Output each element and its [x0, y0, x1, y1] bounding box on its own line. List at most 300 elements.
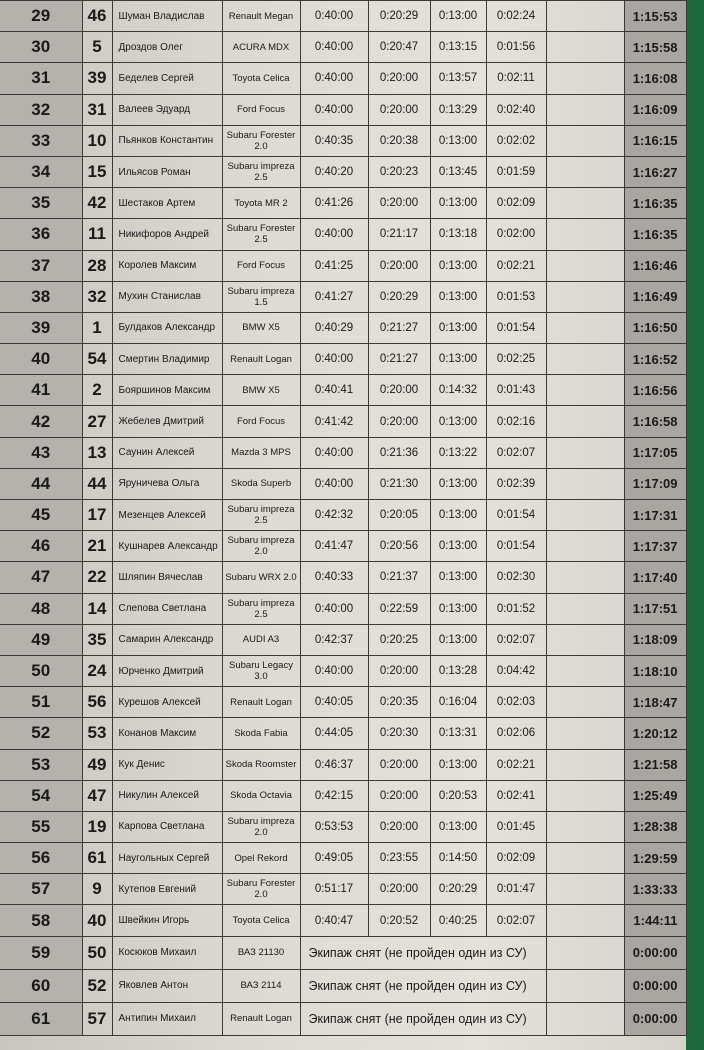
empty-cell — [546, 531, 624, 562]
empty-cell — [546, 437, 624, 468]
car-model: Skoda Octavia — [222, 780, 300, 811]
table-row — [0, 531, 686, 562]
stage-time-1: 0:40:05 — [300, 687, 368, 718]
table-row — [0, 125, 686, 156]
driver-name: Валеев Эдуард — [112, 94, 222, 125]
stage-time-1: 0:40:00 — [300, 1, 368, 32]
stage-time-4: 0:02:00 — [486, 219, 546, 250]
stage-time-4: 0:02:16 — [486, 406, 546, 437]
car-number: 13 — [82, 437, 112, 468]
place-cell: 42 — [0, 406, 82, 437]
stage-time-4: 0:02:03 — [486, 687, 546, 718]
empty-cell — [546, 718, 624, 749]
total-time: 1:16:15 — [624, 125, 686, 156]
stage-time-2: 0:20:00 — [368, 874, 430, 905]
total-time: 1:17:37 — [624, 531, 686, 562]
total-time: 1:15:53 — [624, 1, 686, 32]
stage-time-1: 0:40:33 — [300, 562, 368, 593]
empty-cell — [546, 312, 624, 343]
place-cell: 45 — [0, 500, 82, 531]
table-row — [0, 749, 686, 780]
stage-time-4: 0:02:09 — [486, 188, 546, 219]
stage-time-2: 0:20:23 — [368, 156, 430, 187]
empty-cell — [546, 687, 624, 718]
total-time: 1:16:56 — [624, 375, 686, 406]
stage-time-2: 0:23:55 — [368, 843, 430, 874]
table-row — [0, 687, 686, 718]
car-model: Subaru Forester 2.0 — [222, 125, 300, 156]
empty-cell — [546, 562, 624, 593]
car-number: 56 — [82, 687, 112, 718]
stage-time-3: 0:13:28 — [430, 655, 486, 686]
empty-cell — [546, 874, 624, 905]
car-number: 52 — [82, 969, 112, 1002]
stage-time-3: 0:13:00 — [430, 188, 486, 219]
car-number: 2 — [82, 375, 112, 406]
driver-name: Яруничева Ольга — [112, 468, 222, 499]
place-cell: 32 — [0, 94, 82, 125]
stage-time-3: 0:14:32 — [430, 375, 486, 406]
stage-time-2: 0:20:00 — [368, 406, 430, 437]
stage-time-2: 0:21:27 — [368, 312, 430, 343]
driver-name: Дроздов Олег — [112, 32, 222, 63]
stage-time-4: 0:02:07 — [486, 624, 546, 655]
empty-cell — [546, 468, 624, 499]
stage-time-2: 0:20:56 — [368, 531, 430, 562]
car-model: Subaru WRX 2.0 — [222, 562, 300, 593]
car-number: 17 — [82, 500, 112, 531]
car-model: BMW X5 — [222, 312, 300, 343]
withdrawn-note: Экипаж снят (не пройден один из СУ) — [300, 936, 546, 969]
table-row-withdrawn — [0, 969, 686, 1002]
table-row — [0, 874, 686, 905]
total-time: 1:16:08 — [624, 63, 686, 94]
total-time: 0:00:00 — [624, 1002, 686, 1035]
place-cell: 37 — [0, 250, 82, 281]
car-model: Subaru impreza 2.5 — [222, 500, 300, 531]
empty-cell — [546, 655, 624, 686]
place-cell: 29 — [0, 1, 82, 32]
stage-time-4: 0:01:54 — [486, 312, 546, 343]
stage-time-3: 0:16:04 — [430, 687, 486, 718]
empty-cell — [546, 749, 624, 780]
stage-time-2: 0:20:00 — [368, 749, 430, 780]
place-cell: 53 — [0, 749, 82, 780]
place-cell: 43 — [0, 437, 82, 468]
stage-time-4: 0:02:21 — [486, 749, 546, 780]
table-row-withdrawn — [0, 1002, 686, 1035]
stage-time-4: 0:02:06 — [486, 718, 546, 749]
car-number: 14 — [82, 593, 112, 624]
car-number: 57 — [82, 1002, 112, 1035]
car-number: 35 — [82, 624, 112, 655]
table-row — [0, 312, 686, 343]
total-time: 1:16:35 — [624, 188, 686, 219]
stage-time-2: 0:20:05 — [368, 500, 430, 531]
green-background — [686, 0, 704, 1050]
driver-name: Королев Максим — [112, 250, 222, 281]
place-cell: 60 — [0, 969, 82, 1002]
results-body — [0, 1, 686, 1036]
total-time: 1:33:33 — [624, 874, 686, 905]
empty-cell — [546, 905, 624, 936]
car-model: Mazda 3 MPS — [222, 437, 300, 468]
stage-time-3: 0:20:29 — [430, 874, 486, 905]
stage-time-3: 0:13:00 — [430, 500, 486, 531]
stage-time-4: 0:02:30 — [486, 562, 546, 593]
stage-time-2: 0:20:25 — [368, 624, 430, 655]
place-cell: 30 — [0, 32, 82, 63]
driver-name: Бояршинов Максим — [112, 375, 222, 406]
empty-cell — [546, 250, 624, 281]
table-row — [0, 156, 686, 187]
stage-time-1: 0:40:00 — [300, 437, 368, 468]
stage-time-4: 0:04:42 — [486, 655, 546, 686]
stage-time-2: 0:20:30 — [368, 718, 430, 749]
driver-name: Жебелев Дмитрий — [112, 406, 222, 437]
stage-time-1: 0:41:47 — [300, 531, 368, 562]
stage-time-4: 0:02:40 — [486, 94, 546, 125]
total-time: 1:16:50 — [624, 312, 686, 343]
driver-name: Конанов Максим — [112, 718, 222, 749]
total-time: 1:16:52 — [624, 344, 686, 375]
stage-time-1: 0:40:35 — [300, 125, 368, 156]
table-row — [0, 905, 686, 936]
empty-cell — [546, 1, 624, 32]
stage-time-1: 0:41:26 — [300, 188, 368, 219]
total-time: 1:21:58 — [624, 749, 686, 780]
empty-cell — [546, 1002, 624, 1035]
stage-time-3: 0:13:00 — [430, 125, 486, 156]
empty-cell — [546, 63, 624, 94]
stage-time-1: 0:40:00 — [300, 655, 368, 686]
stage-time-1: 0:42:37 — [300, 624, 368, 655]
stage-time-2: 0:20:00 — [368, 188, 430, 219]
place-cell: 44 — [0, 468, 82, 499]
stage-time-3: 0:13:29 — [430, 94, 486, 125]
car-model: AUDI A3 — [222, 624, 300, 655]
withdrawn-note: Экипаж снят (не пройден один из СУ) — [300, 969, 546, 1002]
car-number: 39 — [82, 63, 112, 94]
stage-time-3: 0:13:31 — [430, 718, 486, 749]
stage-time-4: 0:01:54 — [486, 531, 546, 562]
stage-time-1: 0:40:00 — [300, 94, 368, 125]
car-model: ACURA MDX — [222, 32, 300, 63]
stage-time-4: 0:01:56 — [486, 32, 546, 63]
stage-time-2: 0:21:37 — [368, 562, 430, 593]
car-number: 50 — [82, 936, 112, 969]
car-model: Subaru impreza 2.0 — [222, 531, 300, 562]
place-cell: 38 — [0, 281, 82, 312]
driver-name: Курешов Алексей — [112, 687, 222, 718]
stage-time-2: 0:20:00 — [368, 655, 430, 686]
empty-cell — [546, 375, 624, 406]
table-row — [0, 281, 686, 312]
stage-time-1: 0:40:41 — [300, 375, 368, 406]
car-number: 15 — [82, 156, 112, 187]
car-number: 46 — [82, 1, 112, 32]
driver-name: Саунин Алексей — [112, 437, 222, 468]
place-cell: 58 — [0, 905, 82, 936]
driver-name: Ильясов Роман — [112, 156, 222, 187]
empty-cell — [546, 281, 624, 312]
stage-time-1: 0:40:47 — [300, 905, 368, 936]
place-cell: 52 — [0, 718, 82, 749]
stage-time-2: 0:20:52 — [368, 905, 430, 936]
table-row — [0, 811, 686, 842]
car-number: 27 — [82, 406, 112, 437]
place-cell: 40 — [0, 344, 82, 375]
place-cell: 41 — [0, 375, 82, 406]
driver-name: Шестаков Артем — [112, 188, 222, 219]
empty-cell — [546, 219, 624, 250]
place-cell: 61 — [0, 1002, 82, 1035]
stage-time-1: 0:42:32 — [300, 500, 368, 531]
total-time: 1:25:49 — [624, 780, 686, 811]
empty-cell — [546, 969, 624, 1002]
car-model: Subaru impreza 2.5 — [222, 593, 300, 624]
table-row — [0, 32, 686, 63]
car-model: Renault Megan — [222, 1, 300, 32]
table-row — [0, 624, 686, 655]
car-number: 42 — [82, 188, 112, 219]
total-time: 1:17:51 — [624, 593, 686, 624]
place-cell: 47 — [0, 562, 82, 593]
table-row — [0, 250, 686, 281]
place-cell: 36 — [0, 219, 82, 250]
stage-time-4: 0:02:09 — [486, 843, 546, 874]
stage-time-1: 0:42:15 — [300, 780, 368, 811]
car-number: 61 — [82, 843, 112, 874]
car-model: Renault Logan — [222, 344, 300, 375]
stage-time-3: 0:40:25 — [430, 905, 486, 936]
stage-time-1: 0:40:00 — [300, 468, 368, 499]
stage-time-1: 0:40:29 — [300, 312, 368, 343]
total-time: 1:16:27 — [624, 156, 686, 187]
total-time: 1:18:09 — [624, 624, 686, 655]
place-cell: 39 — [0, 312, 82, 343]
driver-name: Антипин Михаил — [112, 1002, 222, 1035]
stage-time-2: 0:20:00 — [368, 780, 430, 811]
driver-name: Яковлев Антон — [112, 969, 222, 1002]
stage-time-4: 0:02:21 — [486, 250, 546, 281]
stage-time-2: 0:20:00 — [368, 811, 430, 842]
car-model: Subaru Forester 2.0 — [222, 874, 300, 905]
stage-time-1: 0:40:00 — [300, 344, 368, 375]
empty-cell — [546, 125, 624, 156]
stage-time-4: 0:02:11 — [486, 63, 546, 94]
table-row — [0, 468, 686, 499]
stage-time-2: 0:20:00 — [368, 94, 430, 125]
table-row — [0, 63, 686, 94]
driver-name: Наугольных Сергей — [112, 843, 222, 874]
table-row — [0, 500, 686, 531]
driver-name: Мезенцев Алексей — [112, 500, 222, 531]
car-number: 5 — [82, 32, 112, 63]
driver-name: Кутепов Евгений — [112, 874, 222, 905]
driver-name: Пьянков Константин — [112, 125, 222, 156]
stage-time-4: 0:01:43 — [486, 375, 546, 406]
stage-time-4: 0:02:07 — [486, 437, 546, 468]
stage-time-4: 0:01:45 — [486, 811, 546, 842]
stage-time-1: 0:40:20 — [300, 156, 368, 187]
empty-cell — [546, 156, 624, 187]
place-cell: 46 — [0, 531, 82, 562]
stage-time-3: 0:13:00 — [430, 593, 486, 624]
car-number: 28 — [82, 250, 112, 281]
stage-time-1: 0:46:37 — [300, 749, 368, 780]
car-number: 40 — [82, 905, 112, 936]
driver-name: Карпова Светлана — [112, 811, 222, 842]
driver-name: Беделев Сергей — [112, 63, 222, 94]
total-time: 0:00:00 — [624, 936, 686, 969]
car-model: BMW X5 — [222, 375, 300, 406]
stage-time-2: 0:21:30 — [368, 468, 430, 499]
total-time: 1:17:40 — [624, 562, 686, 593]
stage-time-2: 0:21:27 — [368, 344, 430, 375]
stage-time-2: 0:21:36 — [368, 437, 430, 468]
stage-time-1: 0:40:00 — [300, 593, 368, 624]
empty-cell — [546, 32, 624, 63]
stage-time-3: 0:13:22 — [430, 437, 486, 468]
car-number: 10 — [82, 125, 112, 156]
place-cell: 35 — [0, 188, 82, 219]
stage-time-1: 0:40:00 — [300, 219, 368, 250]
stage-time-2: 0:20:29 — [368, 281, 430, 312]
stage-time-3: 0:13:00 — [430, 562, 486, 593]
table-row — [0, 344, 686, 375]
place-cell: 56 — [0, 843, 82, 874]
stage-time-1: 0:41:42 — [300, 406, 368, 437]
driver-name: Шуман Владислав — [112, 1, 222, 32]
empty-cell — [546, 406, 624, 437]
place-cell: 48 — [0, 593, 82, 624]
total-time: 1:28:38 — [624, 811, 686, 842]
stage-time-2: 0:20:47 — [368, 32, 430, 63]
stage-time-3: 0:13:00 — [430, 811, 486, 842]
table-row — [0, 188, 686, 219]
stage-time-4: 0:02:39 — [486, 468, 546, 499]
driver-name: Кушнарев Александр — [112, 531, 222, 562]
car-number: 22 — [82, 562, 112, 593]
table-row — [0, 780, 686, 811]
total-time: 1:44:11 — [624, 905, 686, 936]
total-time: 1:17:05 — [624, 437, 686, 468]
car-model: Skoda Roomster — [222, 749, 300, 780]
table-row — [0, 375, 686, 406]
car-model: Toyota Celica — [222, 63, 300, 94]
place-cell: 50 — [0, 655, 82, 686]
stage-time-3: 0:20:53 — [430, 780, 486, 811]
stage-time-4: 0:02:25 — [486, 344, 546, 375]
driver-name: Швейкин Игорь — [112, 905, 222, 936]
place-cell: 55 — [0, 811, 82, 842]
car-number: 53 — [82, 718, 112, 749]
stage-time-3: 0:13:45 — [430, 156, 486, 187]
table-row — [0, 94, 686, 125]
car-number: 11 — [82, 219, 112, 250]
driver-name: Никифоров Андрей — [112, 219, 222, 250]
empty-cell — [546, 780, 624, 811]
empty-cell — [546, 593, 624, 624]
total-time: 1:16:49 — [624, 281, 686, 312]
car-model: Ford Focus — [222, 406, 300, 437]
stage-time-2: 0:22:59 — [368, 593, 430, 624]
stage-time-3: 0:13:00 — [430, 312, 486, 343]
car-number: 47 — [82, 780, 112, 811]
place-cell: 33 — [0, 125, 82, 156]
table-row — [0, 437, 686, 468]
stage-time-3: 0:13:18 — [430, 219, 486, 250]
empty-cell — [546, 843, 624, 874]
stage-time-1: 0:40:00 — [300, 32, 368, 63]
car-number: 32 — [82, 281, 112, 312]
stage-time-2: 0:20:29 — [368, 1, 430, 32]
car-model: Skoda Fabia — [222, 718, 300, 749]
place-cell: 59 — [0, 936, 82, 969]
driver-name: Никулин Алексей — [112, 780, 222, 811]
driver-name: Кук Денис — [112, 749, 222, 780]
car-number: 54 — [82, 344, 112, 375]
table-row — [0, 562, 686, 593]
car-model: Toyota MR 2 — [222, 188, 300, 219]
stage-time-3: 0:13:00 — [430, 531, 486, 562]
driver-name: Слепова Светлана — [112, 593, 222, 624]
car-model: Toyota Celica — [222, 905, 300, 936]
empty-cell — [546, 811, 624, 842]
empty-cell — [546, 936, 624, 969]
car-model: Ford Focus — [222, 94, 300, 125]
table-row — [0, 593, 686, 624]
stage-time-1: 0:51:17 — [300, 874, 368, 905]
stage-time-4: 0:02:07 — [486, 905, 546, 936]
total-time: 1:16:09 — [624, 94, 686, 125]
place-cell: 51 — [0, 687, 82, 718]
empty-cell — [546, 188, 624, 219]
stage-time-2: 0:20:38 — [368, 125, 430, 156]
table-row — [0, 843, 686, 874]
total-time: 1:15:58 — [624, 32, 686, 63]
total-time: 1:20:12 — [624, 718, 686, 749]
empty-cell — [546, 94, 624, 125]
place-cell: 57 — [0, 874, 82, 905]
stage-time-4: 0:01:47 — [486, 874, 546, 905]
car-number: 1 — [82, 312, 112, 343]
stage-time-3: 0:13:00 — [430, 344, 486, 375]
table-row-withdrawn — [0, 936, 686, 969]
car-number: 49 — [82, 749, 112, 780]
stage-time-2: 0:20:00 — [368, 375, 430, 406]
total-time: 1:18:10 — [624, 655, 686, 686]
car-number: 31 — [82, 94, 112, 125]
driver-name: Шляпин Вячеслав — [112, 562, 222, 593]
stage-time-1: 0:44:05 — [300, 718, 368, 749]
stage-time-4: 0:01:59 — [486, 156, 546, 187]
total-time: 1:16:58 — [624, 406, 686, 437]
driver-name: Булдаков Александр — [112, 312, 222, 343]
stage-time-3: 0:13:00 — [430, 281, 486, 312]
driver-name: Юрченко Дмитрий — [112, 655, 222, 686]
total-time: 1:29:59 — [624, 843, 686, 874]
stage-time-3: 0:13:00 — [430, 624, 486, 655]
total-time: 1:16:46 — [624, 250, 686, 281]
car-model: Opel Rekord — [222, 843, 300, 874]
table-row — [0, 1, 686, 32]
car-number: 9 — [82, 874, 112, 905]
stage-time-3: 0:13:00 — [430, 406, 486, 437]
car-model: ВАЗ 21130 — [222, 936, 300, 969]
stage-time-2: 0:20:35 — [368, 687, 430, 718]
